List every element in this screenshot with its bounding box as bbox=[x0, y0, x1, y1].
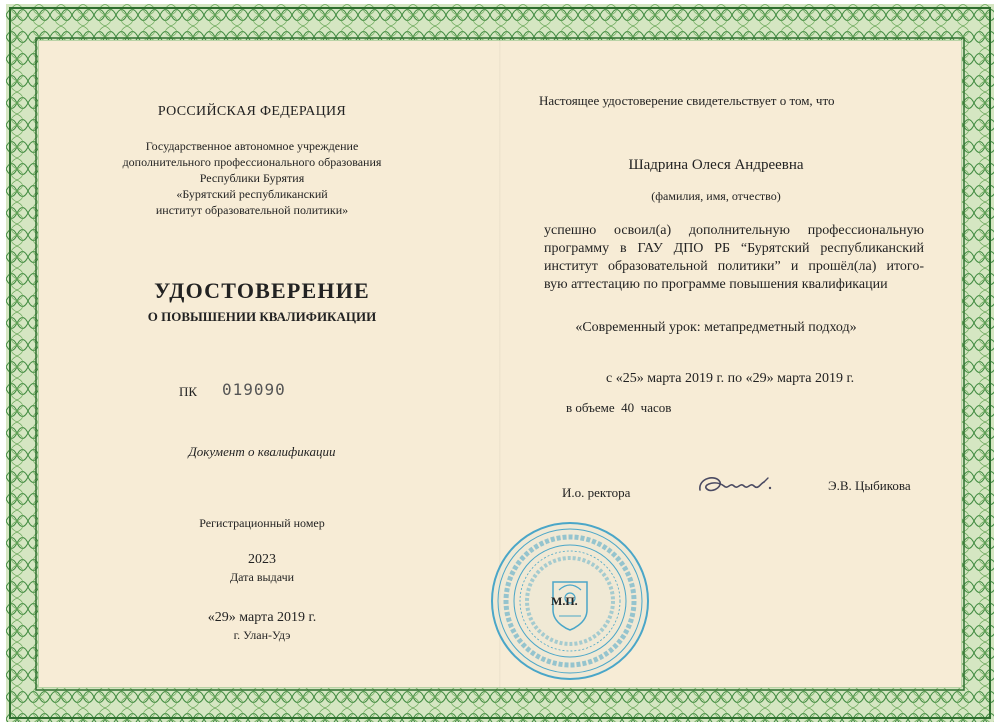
qualification-document-label: Документ о квалификации bbox=[188, 444, 336, 459]
institution-line-3: Республики Бурятия bbox=[199, 171, 305, 185]
country-name: РОССИЙСКАЯ ФЕДЕРАЦИЯ bbox=[157, 104, 347, 119]
training-volume: в объеме 40 часов bbox=[566, 400, 672, 415]
holder-full-name: Шадрина Олеся Андреевна bbox=[628, 157, 804, 173]
document-subtitle: О ПОВЫШЕНИИ КВАЛИФИКАЦИИ bbox=[147, 309, 377, 324]
registration-number-label: Регистрационный номер bbox=[199, 516, 325, 530]
training-period: с «25» марта 2019 г. по «29» марта 2019 г. bbox=[606, 371, 855, 386]
completion-paragraph bbox=[544, 222, 924, 294]
completion-line: успешно освоил(а) дополнительную профессиональную bbox=[544, 223, 924, 238]
stamp-mark: М.П. bbox=[551, 594, 578, 608]
completion-line: вую аттестацию по программе повышения квалификации bbox=[544, 277, 888, 292]
certificate-sheet bbox=[6, 4, 994, 722]
institution-line-2: дополнительного профессионального образования bbox=[122, 155, 382, 169]
serial-number: 019090 bbox=[222, 380, 286, 399]
registration-number: 2023 bbox=[248, 552, 276, 567]
certificate-intro: Настоящее удостоверение свидетельствует о том, что bbox=[539, 93, 835, 108]
full-name-caption: (фамилия, имя, отчество) bbox=[651, 189, 781, 203]
issue-date-label: Дата выдачи bbox=[229, 570, 295, 584]
issue-date: «29» марта 2019 г. bbox=[207, 610, 317, 625]
document-title: УДОСТОВЕРЕНИЕ bbox=[154, 278, 370, 303]
program-name: «Современный урок: метапредметный подход» bbox=[575, 320, 857, 335]
completion-line: институт образовательной политики” и прошёл(ла) итого- bbox=[544, 259, 924, 274]
institution-line-1: Государственное автономное учреждение bbox=[145, 139, 359, 153]
completion-line: программу в ГАУ ДПО РБ “Бурятский республиканский bbox=[544, 241, 924, 256]
rector-name: Э.В. Цыбикова bbox=[828, 478, 911, 493]
institution-line-4: «Бурятский республиканский bbox=[176, 187, 328, 201]
institution-line-5: институт образовательной политики» bbox=[155, 203, 349, 217]
issue-city: г. Улан-Удэ bbox=[233, 628, 291, 642]
series-label: ПК bbox=[179, 384, 198, 399]
rector-title: И.о. ректора bbox=[562, 485, 631, 500]
rector-signature bbox=[694, 468, 774, 504]
